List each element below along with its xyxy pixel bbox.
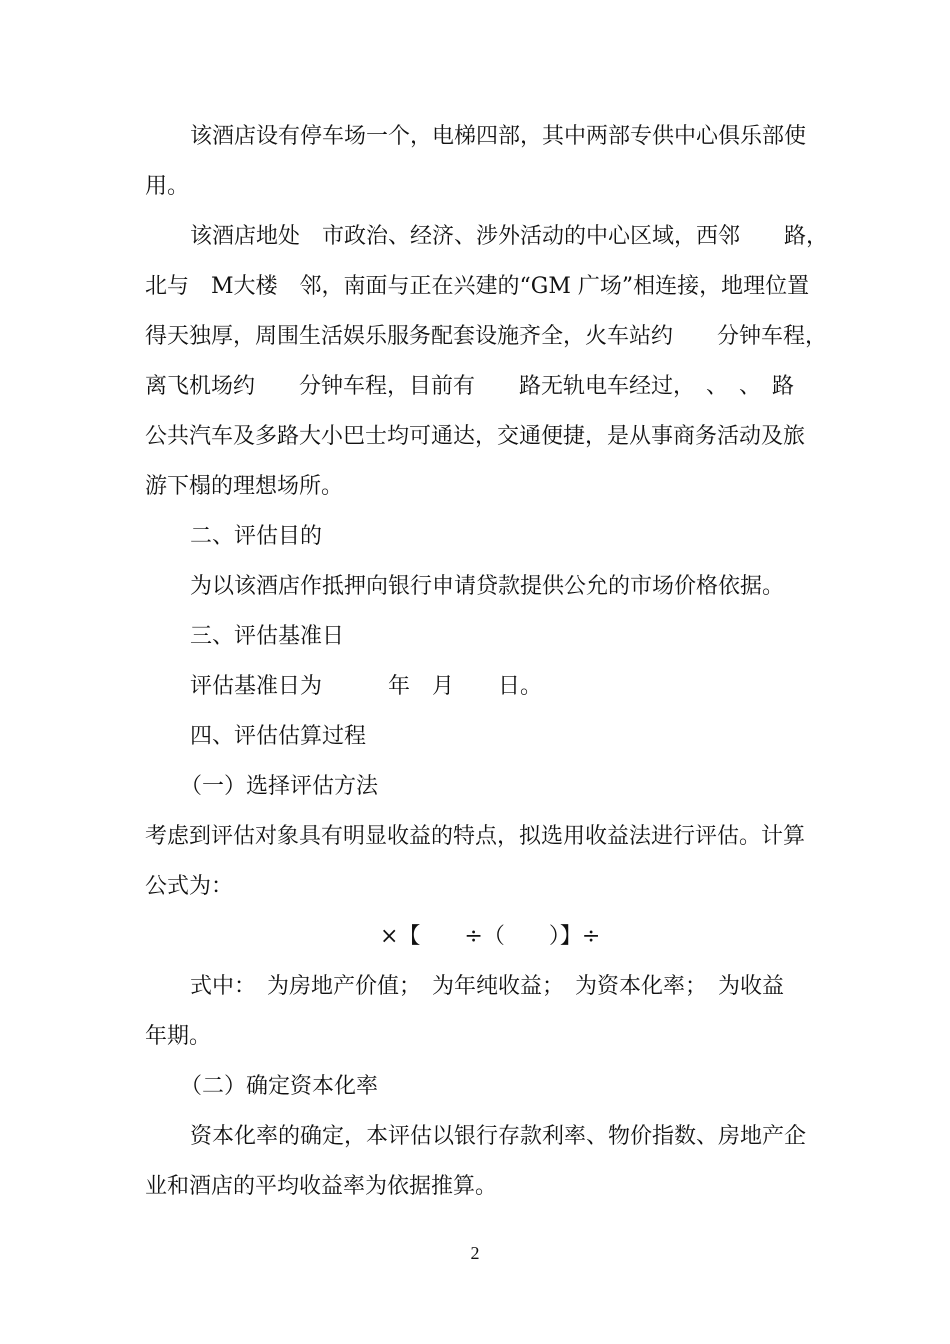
- paragraph-line: 用。: [145, 174, 190, 199]
- section-heading: 三、评估基准日: [190, 624, 345, 649]
- paragraph-line: 该酒店地处 市政治、经济、涉外活动的中心区域，西邻 路，: [190, 224, 829, 249]
- section-heading: 四、评估估算过程: [190, 724, 367, 749]
- paragraph-line: 资本化率的确定，本评估以银行存款利率、物价指数、房地产企: [190, 1124, 807, 1149]
- paragraph-line: 离飞机场约 分钟车程，目前有 路无轨电车经过， 、 、 路: [145, 374, 795, 399]
- paragraph-line: 公式为：: [145, 874, 234, 899]
- paragraph-line: 公共汽车及多路大小巴士均可通达，交通便捷，是从事商务活动及旅: [145, 424, 806, 449]
- paragraph-line: 北与 M大楼 邻，南面与正在兴建的“GM 广场”相连接，地理位置: [145, 274, 810, 299]
- subsection-heading: （二）确定资本化率: [180, 1074, 379, 1099]
- paragraph-line: 考虑到评估对象具有明显收益的特点，拟选用收益法进行评估。计算: [145, 824, 806, 849]
- page-number: 2: [470, 1243, 480, 1263]
- section-heading: 二、评估目的: [190, 524, 323, 549]
- paragraph-line: 为以该酒店作抵押向银行申请贷款提供公允的市场价格依据。: [190, 574, 785, 599]
- paragraph-line: 游下榻的理想场所。: [145, 474, 344, 499]
- paragraph-line: 评估基准日为 年 月 日。: [190, 674, 543, 699]
- formula: ×【 ÷（ ）】÷: [380, 924, 601, 949]
- paragraph-line: 业和酒店的平均收益率为依据推算。: [145, 1174, 498, 1199]
- paragraph-line: 得天独厚，周围生活娱乐服务配套设施齐全，火车站约 分钟车程，: [145, 324, 828, 349]
- paragraph-line: 年期。: [145, 1024, 212, 1049]
- subsection-heading: （一）选择评估方法: [180, 774, 379, 799]
- paragraph-line: 该酒店设有停车场一个，电梯四部，其中两部专供中心俱乐部使: [190, 124, 807, 149]
- paragraph-line: 式中： 为房地产价值； 为年纯收益； 为资本化率； 为收益: [190, 974, 785, 999]
